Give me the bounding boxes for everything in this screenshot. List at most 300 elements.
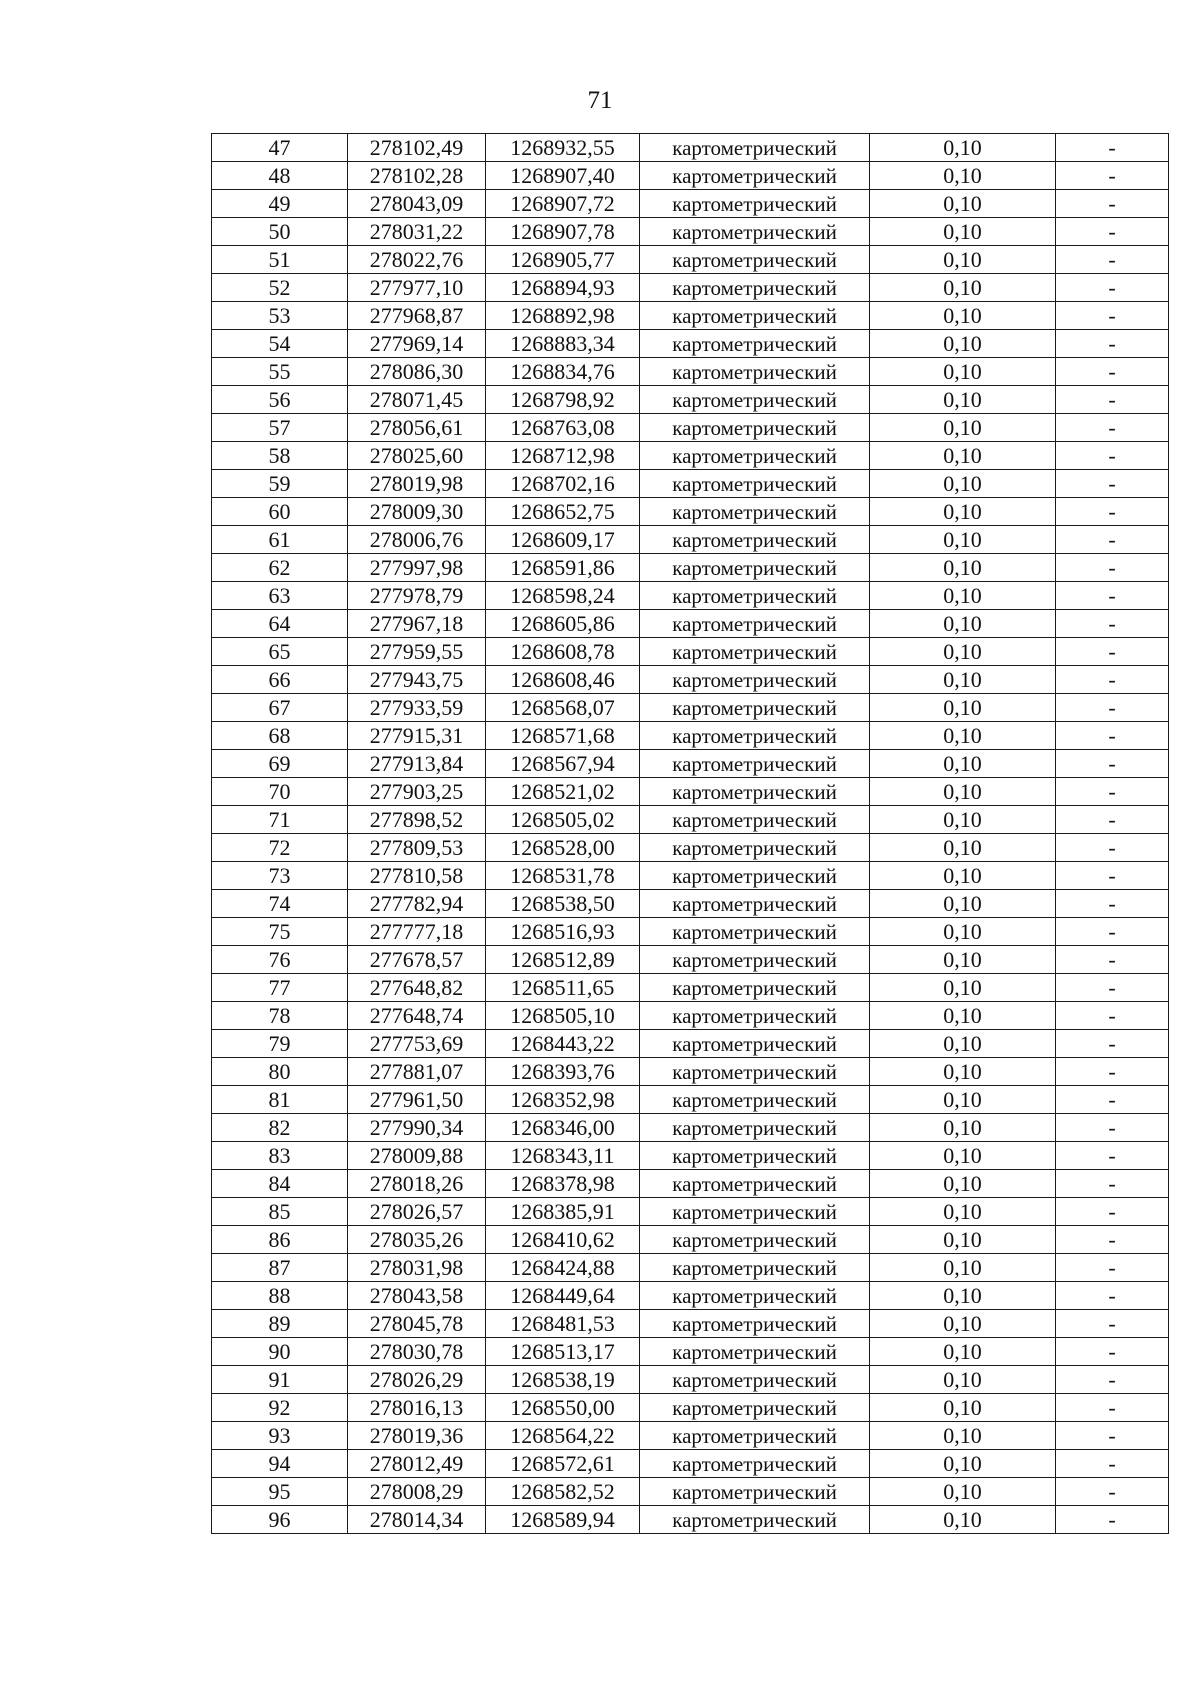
x-coordinate-cell: 278009,88 [348, 1142, 486, 1170]
point-number-cell: 95 [212, 1478, 348, 1506]
y-coordinate-cell: 1268481,53 [486, 1310, 640, 1338]
note-cell: - [1056, 358, 1169, 386]
point-number-cell: 66 [212, 666, 348, 694]
note-cell: - [1056, 862, 1169, 890]
point-number-cell: 69 [212, 750, 348, 778]
y-coordinate-cell: 1268505,10 [486, 1002, 640, 1030]
method-cell: картометрический [640, 1170, 870, 1198]
point-number-cell: 57 [212, 414, 348, 442]
note-cell: - [1056, 918, 1169, 946]
y-coordinate-cell: 1268582,52 [486, 1478, 640, 1506]
note-cell: - [1056, 302, 1169, 330]
method-cell: картометрический [640, 386, 870, 414]
table-row [212, 1058, 1169, 1086]
method-cell: картометрический [640, 246, 870, 274]
y-coordinate-cell: 1268567,94 [486, 750, 640, 778]
table-row [212, 1226, 1169, 1254]
x-coordinate-cell: 277915,31 [348, 722, 486, 750]
method-cell: картометрический [640, 470, 870, 498]
point-number-cell: 87 [212, 1254, 348, 1282]
table-row [212, 190, 1169, 218]
accuracy-cell: 0,10 [870, 526, 1056, 554]
y-coordinate-cell: 1268521,02 [486, 778, 640, 806]
accuracy-cell: 0,10 [870, 974, 1056, 1002]
y-coordinate-cell: 1268905,77 [486, 246, 640, 274]
method-cell: картометрический [640, 806, 870, 834]
x-coordinate-cell: 277810,58 [348, 862, 486, 890]
table-row [212, 470, 1169, 498]
x-coordinate-cell: 278018,26 [348, 1170, 486, 1198]
method-cell: картометрический [640, 1254, 870, 1282]
accuracy-cell: 0,10 [870, 1086, 1056, 1114]
table-row [212, 302, 1169, 330]
y-coordinate-cell: 1268702,16 [486, 470, 640, 498]
x-coordinate-cell: 277943,75 [348, 666, 486, 694]
note-cell: - [1056, 722, 1169, 750]
method-cell: картометрический [640, 1422, 870, 1450]
accuracy-cell: 0,10 [870, 1310, 1056, 1338]
point-number-cell: 47 [212, 134, 348, 162]
x-coordinate-cell: 278026,29 [348, 1366, 486, 1394]
x-coordinate-cell: 278009,30 [348, 498, 486, 526]
table-row [212, 666, 1169, 694]
y-coordinate-cell: 1268443,22 [486, 1030, 640, 1058]
note-cell: - [1056, 1478, 1169, 1506]
method-cell: картометрический [640, 162, 870, 190]
note-cell: - [1056, 1254, 1169, 1282]
accuracy-cell: 0,10 [870, 694, 1056, 722]
point-number-cell: 55 [212, 358, 348, 386]
method-cell: картометрический [640, 666, 870, 694]
x-coordinate-cell: 278045,78 [348, 1310, 486, 1338]
y-coordinate-cell: 1268591,86 [486, 554, 640, 582]
x-coordinate-cell: 278016,13 [348, 1394, 486, 1422]
y-coordinate-cell: 1268892,98 [486, 302, 640, 330]
x-coordinate-cell: 277968,87 [348, 302, 486, 330]
x-coordinate-cell: 278014,34 [348, 1506, 486, 1534]
method-cell: картометрический [640, 1282, 870, 1310]
table-row [212, 610, 1169, 638]
accuracy-cell: 0,10 [870, 302, 1056, 330]
table-row [212, 862, 1169, 890]
accuracy-cell: 0,10 [870, 218, 1056, 246]
point-number-cell: 51 [212, 246, 348, 274]
x-coordinate-cell: 277648,82 [348, 974, 486, 1002]
table-row [212, 778, 1169, 806]
note-cell: - [1056, 610, 1169, 638]
method-cell: картометрический [640, 1114, 870, 1142]
point-number-cell: 83 [212, 1142, 348, 1170]
point-number-cell: 80 [212, 1058, 348, 1086]
y-coordinate-cell: 1268572,61 [486, 1450, 640, 1478]
coordinates-table [211, 133, 1169, 1534]
y-coordinate-cell: 1268834,76 [486, 358, 640, 386]
accuracy-cell: 0,10 [870, 1254, 1056, 1282]
accuracy-cell: 0,10 [870, 442, 1056, 470]
table-row [212, 1338, 1169, 1366]
x-coordinate-cell: 277777,18 [348, 918, 486, 946]
point-number-cell: 78 [212, 1002, 348, 1030]
table-row [212, 638, 1169, 666]
note-cell: - [1056, 554, 1169, 582]
method-cell: картометрический [640, 1058, 870, 1086]
table-row [212, 330, 1169, 358]
table-row [212, 554, 1169, 582]
table-row [212, 750, 1169, 778]
y-coordinate-cell: 1268564,22 [486, 1422, 640, 1450]
note-cell: - [1056, 1366, 1169, 1394]
accuracy-cell: 0,10 [870, 610, 1056, 638]
note-cell: - [1056, 470, 1169, 498]
note-cell: - [1056, 638, 1169, 666]
table-row [212, 1394, 1169, 1422]
table-row [212, 386, 1169, 414]
note-cell: - [1056, 386, 1169, 414]
accuracy-cell: 0,10 [870, 162, 1056, 190]
note-cell: - [1056, 1282, 1169, 1310]
y-coordinate-cell: 1268424,88 [486, 1254, 640, 1282]
accuracy-cell: 0,10 [870, 806, 1056, 834]
table-row [212, 1422, 1169, 1450]
point-number-cell: 72 [212, 834, 348, 862]
note-cell: - [1056, 1506, 1169, 1534]
note-cell: - [1056, 666, 1169, 694]
x-coordinate-cell: 277782,94 [348, 890, 486, 918]
point-number-cell: 60 [212, 498, 348, 526]
table-row [212, 1310, 1169, 1338]
method-cell: картометрический [640, 974, 870, 1002]
y-coordinate-cell: 1268528,00 [486, 834, 640, 862]
table-row [212, 218, 1169, 246]
note-cell: - [1056, 1394, 1169, 1422]
table-row [212, 1282, 1169, 1310]
note-cell: - [1056, 134, 1169, 162]
method-cell: картометрический [640, 694, 870, 722]
point-number-cell: 70 [212, 778, 348, 806]
x-coordinate-cell: 277809,53 [348, 834, 486, 862]
point-number-cell: 81 [212, 1086, 348, 1114]
method-cell: картометрический [640, 1142, 870, 1170]
accuracy-cell: 0,10 [870, 666, 1056, 694]
y-coordinate-cell: 1268605,86 [486, 610, 640, 638]
point-number-cell: 65 [212, 638, 348, 666]
accuracy-cell: 0,10 [870, 638, 1056, 666]
x-coordinate-cell: 277903,25 [348, 778, 486, 806]
table-row [212, 1198, 1169, 1226]
accuracy-cell: 0,10 [870, 1338, 1056, 1366]
note-cell: - [1056, 806, 1169, 834]
table-row [212, 1478, 1169, 1506]
table-row [212, 358, 1169, 386]
point-number-cell: 85 [212, 1198, 348, 1226]
point-number-cell: 58 [212, 442, 348, 470]
method-cell: картометрический [640, 134, 870, 162]
x-coordinate-cell: 278043,58 [348, 1282, 486, 1310]
accuracy-cell: 0,10 [870, 1450, 1056, 1478]
note-cell: - [1056, 162, 1169, 190]
table-row [212, 274, 1169, 302]
method-cell: картометрический [640, 1030, 870, 1058]
accuracy-cell: 0,10 [870, 554, 1056, 582]
method-cell: картометрический [640, 498, 870, 526]
note-cell: - [1056, 330, 1169, 358]
accuracy-cell: 0,10 [870, 834, 1056, 862]
y-coordinate-cell: 1268907,72 [486, 190, 640, 218]
x-coordinate-cell: 277977,10 [348, 274, 486, 302]
y-coordinate-cell: 1268798,92 [486, 386, 640, 414]
point-number-cell: 73 [212, 862, 348, 890]
point-number-cell: 84 [212, 1170, 348, 1198]
x-coordinate-cell: 277959,55 [348, 638, 486, 666]
y-coordinate-cell: 1268516,93 [486, 918, 640, 946]
coordinates-table-body [212, 134, 1169, 1534]
point-number-cell: 49 [212, 190, 348, 218]
x-coordinate-cell: 278019,36 [348, 1422, 486, 1450]
accuracy-cell: 0,10 [870, 1198, 1056, 1226]
method-cell: картометрический [640, 1506, 870, 1534]
y-coordinate-cell: 1268763,08 [486, 414, 640, 442]
note-cell: - [1056, 1422, 1169, 1450]
accuracy-cell: 0,10 [870, 330, 1056, 358]
table-row [212, 1506, 1169, 1534]
point-number-cell: 86 [212, 1226, 348, 1254]
point-number-cell: 79 [212, 1030, 348, 1058]
note-cell: - [1056, 414, 1169, 442]
y-coordinate-cell: 1268550,00 [486, 1394, 640, 1422]
note-cell: - [1056, 1002, 1169, 1030]
y-coordinate-cell: 1268589,94 [486, 1506, 640, 1534]
accuracy-cell: 0,10 [870, 414, 1056, 442]
method-cell: картометрический [640, 638, 870, 666]
x-coordinate-cell: 278102,28 [348, 162, 486, 190]
x-coordinate-cell: 277913,84 [348, 750, 486, 778]
y-coordinate-cell: 1268894,93 [486, 274, 640, 302]
x-coordinate-cell: 277678,57 [348, 946, 486, 974]
y-coordinate-cell: 1268378,98 [486, 1170, 640, 1198]
table-row [212, 834, 1169, 862]
accuracy-cell: 0,10 [870, 722, 1056, 750]
point-number-cell: 82 [212, 1114, 348, 1142]
table-row [212, 526, 1169, 554]
point-number-cell: 53 [212, 302, 348, 330]
table-row [212, 1254, 1169, 1282]
point-number-cell: 64 [212, 610, 348, 638]
note-cell: - [1056, 246, 1169, 274]
y-coordinate-cell: 1268932,55 [486, 134, 640, 162]
x-coordinate-cell: 278022,76 [348, 246, 486, 274]
method-cell: картометрический [640, 358, 870, 386]
point-number-cell: 71 [212, 806, 348, 834]
x-coordinate-cell: 278056,61 [348, 414, 486, 442]
method-cell: картометрический [640, 1338, 870, 1366]
y-coordinate-cell: 1268512,89 [486, 946, 640, 974]
point-number-cell: 76 [212, 946, 348, 974]
accuracy-cell: 0,10 [870, 358, 1056, 386]
accuracy-cell: 0,10 [870, 778, 1056, 806]
point-number-cell: 61 [212, 526, 348, 554]
y-coordinate-cell: 1268883,34 [486, 330, 640, 358]
method-cell: картометрический [640, 330, 870, 358]
y-coordinate-cell: 1268907,40 [486, 162, 640, 190]
y-coordinate-cell: 1268652,75 [486, 498, 640, 526]
table-row [212, 1114, 1169, 1142]
y-coordinate-cell: 1268598,24 [486, 582, 640, 610]
table-row [212, 442, 1169, 470]
point-number-cell: 91 [212, 1366, 348, 1394]
note-cell: - [1056, 218, 1169, 246]
x-coordinate-cell: 277961,50 [348, 1086, 486, 1114]
method-cell: картометрический [640, 1478, 870, 1506]
y-coordinate-cell: 1268352,98 [486, 1086, 640, 1114]
y-coordinate-cell: 1268608,46 [486, 666, 640, 694]
table-row [212, 806, 1169, 834]
point-number-cell: 48 [212, 162, 348, 190]
y-coordinate-cell: 1268343,11 [486, 1142, 640, 1170]
table-row [212, 414, 1169, 442]
y-coordinate-cell: 1268531,78 [486, 862, 640, 890]
note-cell: - [1056, 1114, 1169, 1142]
accuracy-cell: 0,10 [870, 1226, 1056, 1254]
method-cell: картометрический [640, 554, 870, 582]
x-coordinate-cell: 277648,74 [348, 1002, 486, 1030]
method-cell: картометрический [640, 1310, 870, 1338]
point-number-cell: 52 [212, 274, 348, 302]
table-row [212, 1002, 1169, 1030]
point-number-cell: 56 [212, 386, 348, 414]
accuracy-cell: 0,10 [870, 1282, 1056, 1310]
accuracy-cell: 0,10 [870, 1506, 1056, 1534]
y-coordinate-cell: 1268410,62 [486, 1226, 640, 1254]
note-cell: - [1056, 1142, 1169, 1170]
table-row [212, 582, 1169, 610]
table-row [212, 890, 1169, 918]
method-cell: картометрический [640, 1366, 870, 1394]
method-cell: картометрический [640, 834, 870, 862]
accuracy-cell: 0,10 [870, 1002, 1056, 1030]
x-coordinate-cell: 277990,34 [348, 1114, 486, 1142]
point-number-cell: 50 [212, 218, 348, 246]
x-coordinate-cell: 277753,69 [348, 1030, 486, 1058]
accuracy-cell: 0,10 [870, 1058, 1056, 1086]
method-cell: картометрический [640, 442, 870, 470]
note-cell: - [1056, 1450, 1169, 1478]
y-coordinate-cell: 1268505,02 [486, 806, 640, 834]
method-cell: картометрический [640, 414, 870, 442]
accuracy-cell: 0,10 [870, 498, 1056, 526]
x-coordinate-cell: 278086,30 [348, 358, 486, 386]
point-number-cell: 63 [212, 582, 348, 610]
accuracy-cell: 0,10 [870, 1366, 1056, 1394]
note-cell: - [1056, 1226, 1169, 1254]
y-coordinate-cell: 1268907,78 [486, 218, 640, 246]
table-row [212, 1170, 1169, 1198]
x-coordinate-cell: 278031,98 [348, 1254, 486, 1282]
accuracy-cell: 0,10 [870, 1142, 1056, 1170]
method-cell: картометрический [640, 582, 870, 610]
y-coordinate-cell: 1268538,19 [486, 1366, 640, 1394]
table-row [212, 946, 1169, 974]
accuracy-cell: 0,10 [870, 918, 1056, 946]
method-cell: картометрический [640, 218, 870, 246]
note-cell: - [1056, 1198, 1169, 1226]
y-coordinate-cell: 1268511,65 [486, 974, 640, 1002]
method-cell: картометрический [640, 890, 870, 918]
accuracy-cell: 0,10 [870, 190, 1056, 218]
accuracy-cell: 0,10 [870, 1394, 1056, 1422]
x-coordinate-cell: 277978,79 [348, 582, 486, 610]
accuracy-cell: 0,10 [870, 1114, 1056, 1142]
point-number-cell: 89 [212, 1310, 348, 1338]
y-coordinate-cell: 1268449,64 [486, 1282, 640, 1310]
table-row [212, 498, 1169, 526]
method-cell: картометрический [640, 750, 870, 778]
x-coordinate-cell: 277898,52 [348, 806, 486, 834]
note-cell: - [1056, 974, 1169, 1002]
table-row [212, 1450, 1169, 1478]
method-cell: картометрический [640, 302, 870, 330]
x-coordinate-cell: 278031,22 [348, 218, 486, 246]
note-cell: - [1056, 778, 1169, 806]
y-coordinate-cell: 1268571,68 [486, 722, 640, 750]
method-cell: картометрический [640, 1394, 870, 1422]
accuracy-cell: 0,10 [870, 750, 1056, 778]
accuracy-cell: 0,10 [870, 134, 1056, 162]
note-cell: - [1056, 1170, 1169, 1198]
y-coordinate-cell: 1268712,98 [486, 442, 640, 470]
method-cell: картометрический [640, 918, 870, 946]
method-cell: картометрический [640, 1002, 870, 1030]
point-number-cell: 54 [212, 330, 348, 358]
table-row [212, 1086, 1169, 1114]
point-number-cell: 77 [212, 974, 348, 1002]
point-number-cell: 62 [212, 554, 348, 582]
y-coordinate-cell: 1268568,07 [486, 694, 640, 722]
note-cell: - [1056, 834, 1169, 862]
point-number-cell: 68 [212, 722, 348, 750]
accuracy-cell: 0,10 [870, 1422, 1056, 1450]
method-cell: картометрический [640, 1226, 870, 1254]
x-coordinate-cell: 278030,78 [348, 1338, 486, 1366]
method-cell: картометрический [640, 862, 870, 890]
x-coordinate-cell: 277997,98 [348, 554, 486, 582]
accuracy-cell: 0,10 [870, 946, 1056, 974]
point-number-cell: 59 [212, 470, 348, 498]
x-coordinate-cell: 277969,14 [348, 330, 486, 358]
y-coordinate-cell: 1268393,76 [486, 1058, 640, 1086]
x-coordinate-cell: 278102,49 [348, 134, 486, 162]
x-coordinate-cell: 277881,07 [348, 1058, 486, 1086]
method-cell: картометрический [640, 1086, 870, 1114]
method-cell: картометрический [640, 274, 870, 302]
accuracy-cell: 0,10 [870, 470, 1056, 498]
method-cell: картометрический [640, 526, 870, 554]
method-cell: картометрический [640, 778, 870, 806]
method-cell: картометрический [640, 610, 870, 638]
table-row [212, 722, 1169, 750]
x-coordinate-cell: 278006,76 [348, 526, 486, 554]
point-number-cell: 92 [212, 1394, 348, 1422]
accuracy-cell: 0,10 [870, 862, 1056, 890]
method-cell: картометрический [640, 1198, 870, 1226]
x-coordinate-cell: 278026,57 [348, 1198, 486, 1226]
accuracy-cell: 0,10 [870, 582, 1056, 610]
note-cell: - [1056, 694, 1169, 722]
note-cell: - [1056, 1086, 1169, 1114]
note-cell: - [1056, 582, 1169, 610]
table-row [212, 1142, 1169, 1170]
point-number-cell: 67 [212, 694, 348, 722]
accuracy-cell: 0,10 [870, 246, 1056, 274]
